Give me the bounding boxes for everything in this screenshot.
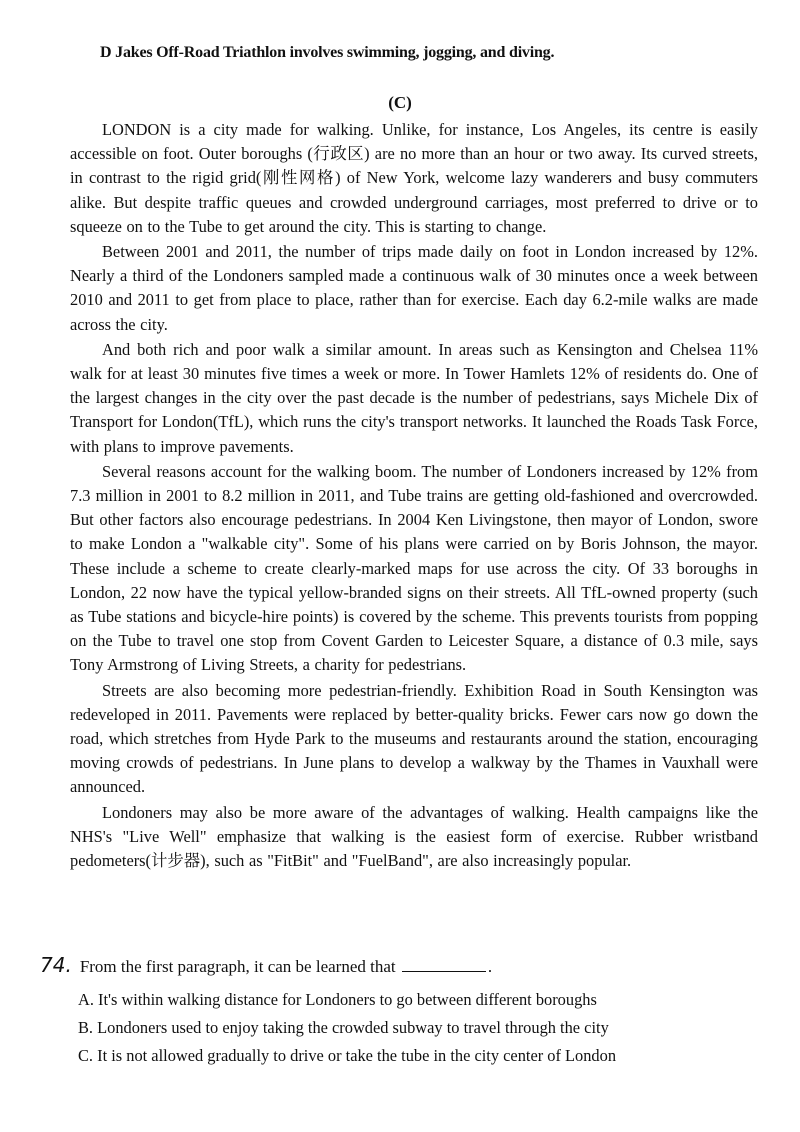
passage-paragraph-1: LONDON is a city made for walking. Unlike, for instance, Los Angeles, its centre is easily accessible on foot. Outer boroughs (行政区) are no more than an hour or two away. Its curved streets, in contrast to the rigid grid(刚性网格) of New York, welcome lazy wanderers and busy commuters alike. But despite traffic queues and crowded underground carriages, most preferred to drive or to squeeze on to the Tube to get around the city. This is starting to change. [70, 120, 758, 236]
question-74 [40, 952, 760, 1070]
answer-options [40, 986, 760, 1070]
passage-paragraph-4: Several reasons account for the walking boom. The number of Londoners increased by 12% from 7.3 million in 2001 to 8.2 million in 2011, and Tube trains are getting old-fashioned and overcrowded. But other factors also encourage pedestrians. In 2004 Ken Livingstone, then mayor of London, swore to make London a "walkable city". Some of his plans were carried on by Boris Johnson, the mayor. These include a scheme to create clearly-marked maps for use across the city. Of 33 boroughs in London, 22 now have the typical yellow-branded signs on their streets. All TfL-owned property (such as Tube stations and bicycle-hire points) is covered by the scheme. This prevents tourists from popping on the Tube to travel one stop from Covent Garden to Leicester Square, a distance of 0.3 mile, says Tony Armstrong of Living Streets, a charity for pedestrians. [70, 461, 758, 675]
question-number: 74. [40, 953, 72, 977]
reading-passage [70, 118, 758, 874]
question-stem-text: From the first paragraph, it can be learned that [79, 957, 396, 976]
option-c: C. It is not allowed gradually to drive or take the tube in the city center of London [78, 1046, 617, 1065]
question-stem [40, 952, 760, 980]
passage-paragraph-5: Streets are also becoming more pedestrian-friendly. Exhibition Road in South Kensington was redeveloped in 2011. Pavements were replaced by better-quality bricks. Fewer cars now go down the road, which stretches from Hyde Park to the museums and restaurants around the station, encouraging moving crowds of pedestrians. In June plans to develop a walkway by the Thames in Vauxhall were announced. [70, 680, 758, 797]
answer-blank [402, 955, 486, 972]
passage-section-title: (C) [388, 93, 412, 112]
previous-question-option-d: D Jakes Off-Road Triathlon involves swimming, jogging, and diving. [100, 44, 555, 61]
option-b: B. Londoners used to enjoy taking the crowded subway to travel through the city [78, 1018, 609, 1037]
option-a: A. It's within walking distance for Londoners to go between different boroughs [78, 990, 597, 1009]
question-stem-end: . [487, 957, 493, 976]
passage-paragraph-6: Londoners may also be more aware of the advantages of walking. Health campaigns like the NHS's "Live Well" emphasize that walking is the easiest form of exercise. Rubber wristband pedometers(计步器), such as "FitBit" and "FuelBand", are also increasingly popular. [70, 802, 758, 871]
passage-paragraph-3: And both rich and poor walk a similar amount. In areas such as Kensington and Chelsea 11% walk for at least 30 minutes five times a week or more. In Tower Hamlets 12% of residents do. One of the largest changes in the city over the past decade is the number of pedestrians, says Michele Dix of Transport for London(TfL), which runs the city's transport networks. It launched the Roads Task Force, with plans to improve pavements. [70, 339, 758, 456]
passage-paragraph-2: Between 2001 and 2011, the number of trips made daily on foot in London increased by 12%. Nearly a third of the Londoners sampled made a continuous walk of 30 minutes once a week between 2010 and 2011 to get from place to place, rather than for exercise. Each day 6.2-mile walks are made across the city. [70, 242, 758, 334]
